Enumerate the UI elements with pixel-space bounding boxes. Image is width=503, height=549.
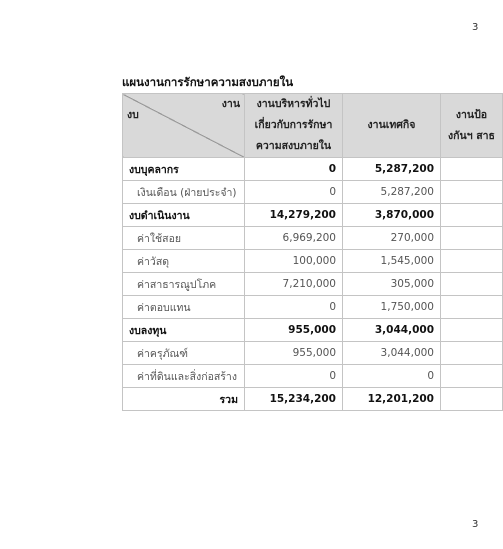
table-group-row — [123, 204, 503, 227]
page-number-bottom: 3 — [472, 519, 479, 530]
table-row — [123, 365, 503, 388]
row-value: 3,870,000 — [343, 204, 441, 227]
table-row — [123, 181, 503, 204]
row-value — [441, 158, 503, 181]
row-label: ค่าวัสดุ — [123, 250, 245, 273]
row-value: 955,000 — [245, 342, 343, 365]
row-value: 5,287,200 — [343, 181, 441, 204]
row-label: รวม — [123, 388, 245, 411]
row-value: 0 — [245, 296, 343, 319]
table-header-row — [123, 94, 503, 158]
row-value: 15,234,200 — [245, 388, 343, 411]
row-value — [441, 227, 503, 250]
column-header-general-admin: งานบริหารทั่วไปเกี่ยวกับการรักษาความสงบภายใน — [245, 94, 343, 158]
row-value: 14,279,200 — [245, 204, 343, 227]
row-value: 955,000 — [245, 319, 343, 342]
row-label: งบลงทุน — [123, 319, 245, 342]
table-row — [123, 296, 503, 319]
row-value: 0 — [245, 365, 343, 388]
section-title: แผนงานการรักษาความสงบภายใน — [122, 75, 294, 89]
row-label: ค่าสาธารณูปโภค — [123, 273, 245, 296]
row-value: 0 — [343, 365, 441, 388]
row-label: ค่าครุภัณฑ์ — [123, 342, 245, 365]
row-value — [441, 181, 503, 204]
row-value — [441, 342, 503, 365]
row-value: 0 — [245, 181, 343, 204]
table-row — [123, 273, 503, 296]
row-label: งบดำเนินงาน — [123, 204, 245, 227]
row-value: 6,969,200 — [245, 227, 343, 250]
table-row — [123, 250, 503, 273]
row-value: 1,750,000 — [343, 296, 441, 319]
header-corner-cell — [123, 94, 245, 158]
row-value — [441, 273, 503, 296]
row-label: ค่าตอบแทน — [123, 296, 245, 319]
row-value — [441, 204, 503, 227]
row-label: งบบุคลากร — [123, 158, 245, 181]
budget-table — [122, 93, 503, 411]
row-value: 12,201,200 — [343, 388, 441, 411]
row-value: 1,545,000 — [343, 250, 441, 273]
row-value — [441, 365, 503, 388]
table-group-row — [123, 158, 503, 181]
row-value: 100,000 — [245, 250, 343, 273]
table-row — [123, 227, 503, 250]
corner-label-budget: งบ — [127, 109, 139, 121]
column-header-prevention: งานป้องกันฯ สาธ — [441, 94, 503, 158]
table-total-row — [123, 388, 503, 411]
row-value: 7,210,000 — [245, 273, 343, 296]
column-header-municipal-police: งานเทศกิจ — [343, 94, 441, 158]
row-value: 270,000 — [343, 227, 441, 250]
row-value: 305,000 — [343, 273, 441, 296]
row-value: 0 — [245, 158, 343, 181]
table-row — [123, 342, 503, 365]
row-label: ค่าที่ดินและสิ่งก่อสร้าง — [123, 365, 245, 388]
page-number-top: 3 — [472, 22, 479, 33]
row-label: ค่าใช้สอย — [123, 227, 245, 250]
row-value: 3,044,000 — [343, 319, 441, 342]
row-value: 3,044,000 — [343, 342, 441, 365]
row-value — [441, 296, 503, 319]
row-value — [441, 388, 503, 411]
row-label: เงินเดือน (ฝ่ายประจำ) — [123, 181, 245, 204]
corner-label-work: งาน — [221, 98, 240, 110]
row-value — [441, 319, 503, 342]
row-value: 5,287,200 — [343, 158, 441, 181]
table-group-row — [123, 319, 503, 342]
row-value — [441, 250, 503, 273]
